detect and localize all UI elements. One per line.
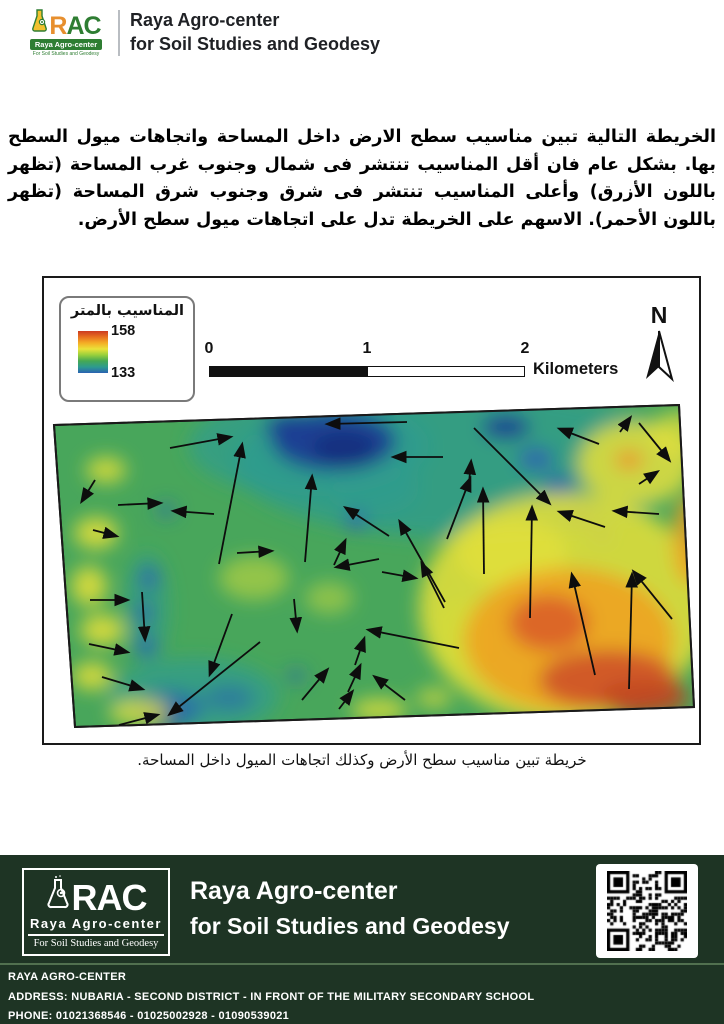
- header-divider: [118, 10, 120, 56]
- legend-max-value: 158: [111, 323, 136, 339]
- north-arrow: [636, 304, 682, 392]
- scale-tick-0: 0: [204, 340, 214, 357]
- map-legend: [59, 296, 195, 402]
- north-label: N: [650, 302, 668, 328]
- footer-title-line2: for Soil Studies and Geodesy: [190, 913, 510, 939]
- footer-logo-tagline: For Soil Studies and Geodesy: [33, 938, 159, 949]
- logo-name: Raya Agro-center: [30, 39, 102, 50]
- footer-title: [190, 877, 510, 940]
- footer: [0, 855, 724, 1024]
- footer-phone: PHONE: 01021368546 - 01025002928 - 01090539021: [8, 1010, 290, 1023]
- legend-title: المناسيب بالمتر: [70, 303, 184, 319]
- figure-caption: خريطة تبين مناسيب سطح الأرض وكذلك اتجاهات الميول داخل المساحة.: [137, 751, 587, 769]
- north-arrow-icon: [639, 327, 679, 387]
- rac-acronym: RAC: [49, 11, 101, 40]
- flask-icon: [31, 8, 48, 37]
- scale-unit-label: Kilometers: [533, 360, 619, 378]
- legend-min-value: 133: [111, 365, 136, 381]
- qr-code: [596, 864, 698, 958]
- rac-logo: [24, 8, 108, 57]
- footer-logo-name: Raya Agro-center: [28, 915, 164, 936]
- header: [24, 8, 380, 57]
- map-figure: [42, 276, 701, 745]
- logo-tagline: For Soil Studies and Geodesy: [32, 51, 100, 57]
- scale-tick-2: 2: [520, 340, 530, 357]
- footer-title-line1: Raya Agro-center: [190, 877, 398, 905]
- color-ramp: [78, 331, 108, 373]
- footer-contact-info: [8, 968, 534, 1024]
- footer-company-name: RAYA AGRO-CENTER: [8, 971, 127, 983]
- scale-bar: [204, 340, 659, 386]
- footer-rac-acronym: RAC: [71, 877, 147, 919]
- footer-rac-logo: [22, 868, 170, 956]
- header-title: [130, 9, 380, 56]
- scale-bar-rule: [209, 366, 525, 377]
- header-title-line1: Raya Agro-center: [130, 10, 280, 31]
- header-title-line2: for Soil Studies and Geodesy: [130, 33, 381, 54]
- intro-paragraph: الخريطة التالية تبين مناسيب سطح الارض داخل المساحة واتجاهات ميول السطح بها. بشكل عام فان أقل المناسيب تنتشر فى شمال وجنوب غرب المساحة (تظهر باللون الأزرق) وأعلى المناسيب تنتشر فى شرق وجنوب شرق المساحة (تظهر باللون الأحمر). الاسهم على الخريطة تدل على اتجاهات ميول سطح الأرض.: [8, 127, 716, 230]
- footer-divider: [0, 963, 724, 965]
- scale-tick-1: 1: [362, 340, 372, 357]
- footer-address: ADDRESS: NUBARIA - SECOND DISTRICT - IN FRONT OF THE MILITARY SECONDARY SCHOOL: [8, 990, 535, 1003]
- flask-icon: [46, 875, 70, 914]
